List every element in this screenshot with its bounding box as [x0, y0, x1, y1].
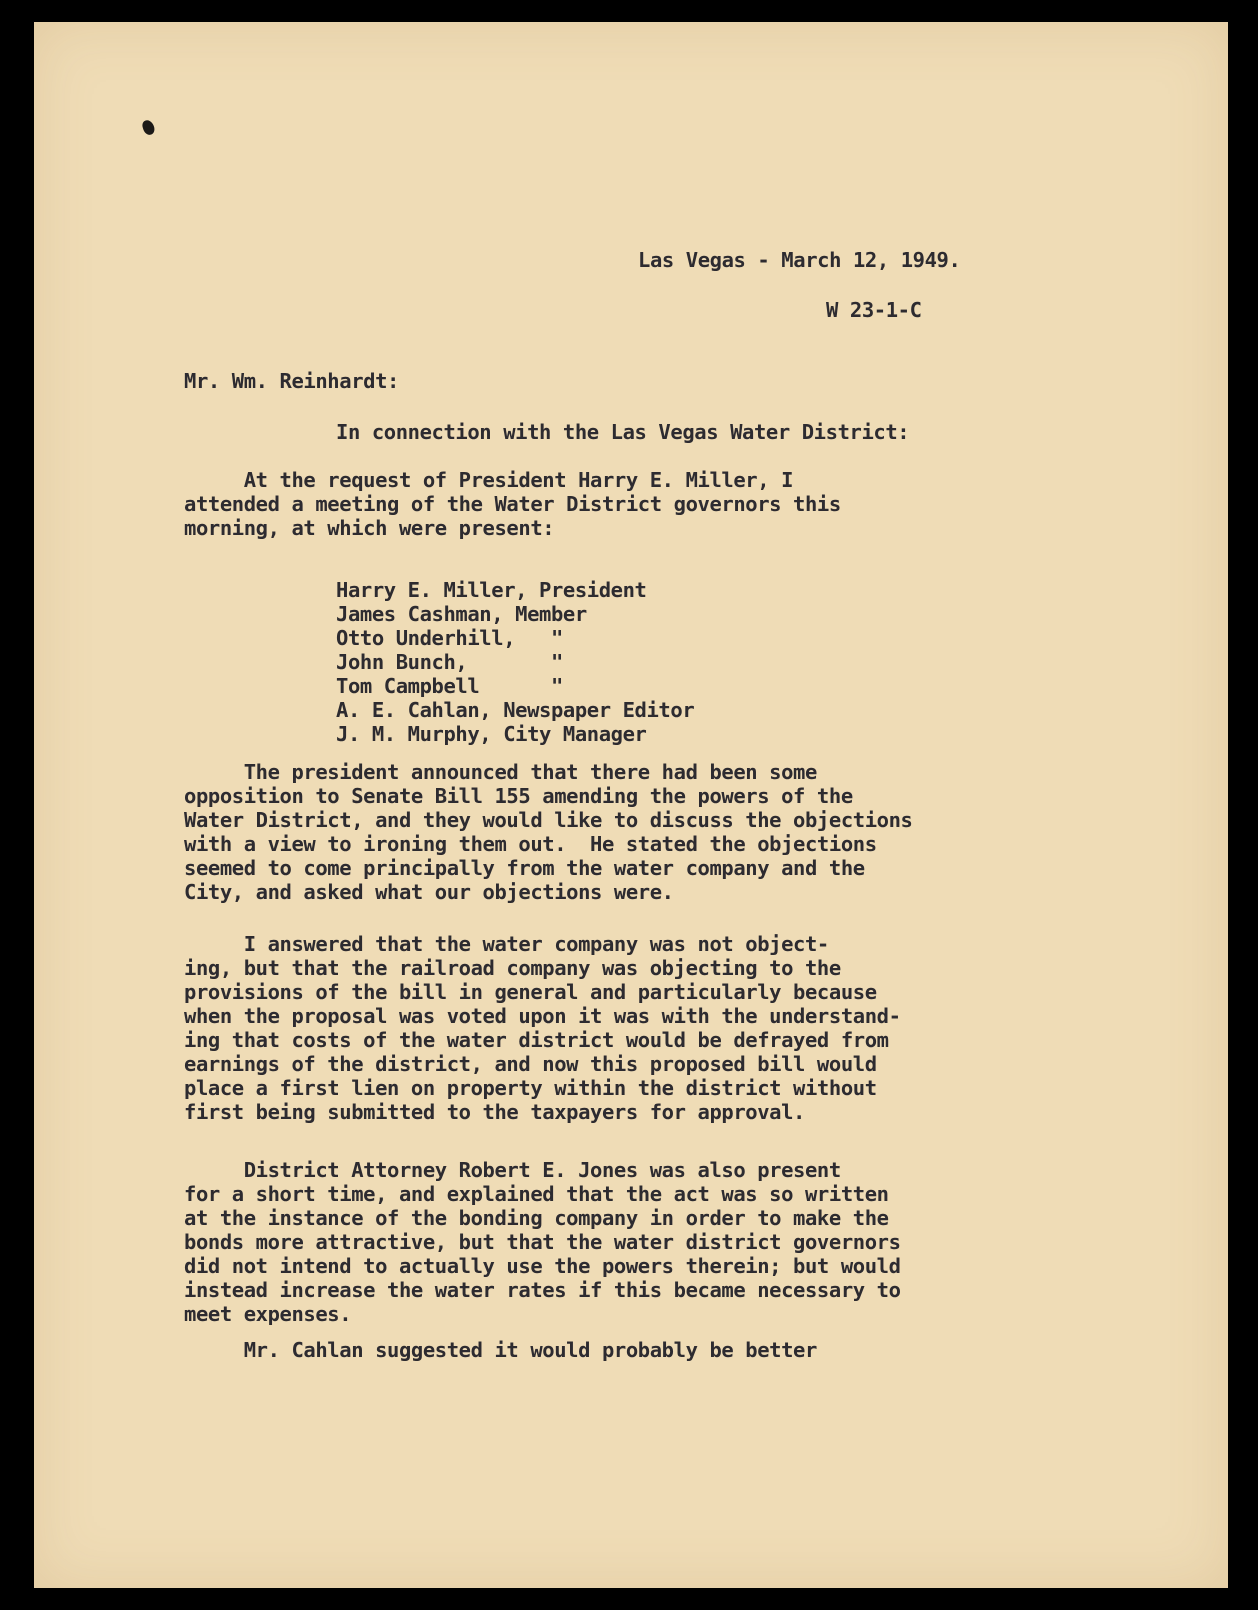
- attendee-item: Harry E. Miller, President: [336, 578, 647, 602]
- salutation: Mr. Wm. Reinhardt:: [184, 369, 399, 393]
- subject-line: In connection with the Las Vegas Water District:: [336, 420, 910, 444]
- attendee-item: John Bunch, ": [336, 650, 563, 674]
- paragraph-answer: I answered that the water company was not object- ing, but that the railroad company was objecting to the provisions of the bill in general and particularly because when the proposal was voted upon it was with the understand- ing that costs of the water district would be defrayed from earnings of the district, and now this proposed bill would place a first lien on property within the district without first being submitted to the taxpayers for approval.: [184, 932, 901, 1124]
- attendee-item: Tom Campbell ": [336, 674, 563, 698]
- file-reference: W 23-1-C: [826, 298, 922, 322]
- typed-letter: [34, 22, 1228, 1588]
- attendee-item: James Cashman, Member: [336, 602, 587, 626]
- attendee-item: Otto Underhill, ": [336, 626, 563, 650]
- paragraph-opposition: The president announced that there had been some opposition to Senate Bill 155 amending the powers of the Water District, and they would like to discuss the objections with a view to ironing them out. He stated the objections seemed to come principally from the water company and the City, and asked what our objections were.: [184, 760, 913, 904]
- letter-page: [34, 22, 1228, 1588]
- attendee-item: J. M. Murphy, City Manager: [336, 722, 647, 746]
- paragraph-district-attorney: District Attorney Robert E. Jones was also present for a short time, and explained that the act was so written at the instance of the bonding company in order to make the bonds more attractive, but that the water district governors did not intend to actually use the powers therein; but would instead increase the water rates if this became necessary to meet expenses.: [184, 1158, 901, 1326]
- attendee-item: A. E. Cahlan, Newspaper Editor: [336, 698, 695, 722]
- dateline: Las Vegas - March 12, 1949.: [638, 248, 961, 272]
- paragraph-request: At the request of President Harry E. Miller, I attended a meeting of the Water District governors this morning, at which were present:: [184, 468, 841, 540]
- paragraph-cahlan: Mr. Cahlan suggested it would probably be better: [184, 1338, 817, 1362]
